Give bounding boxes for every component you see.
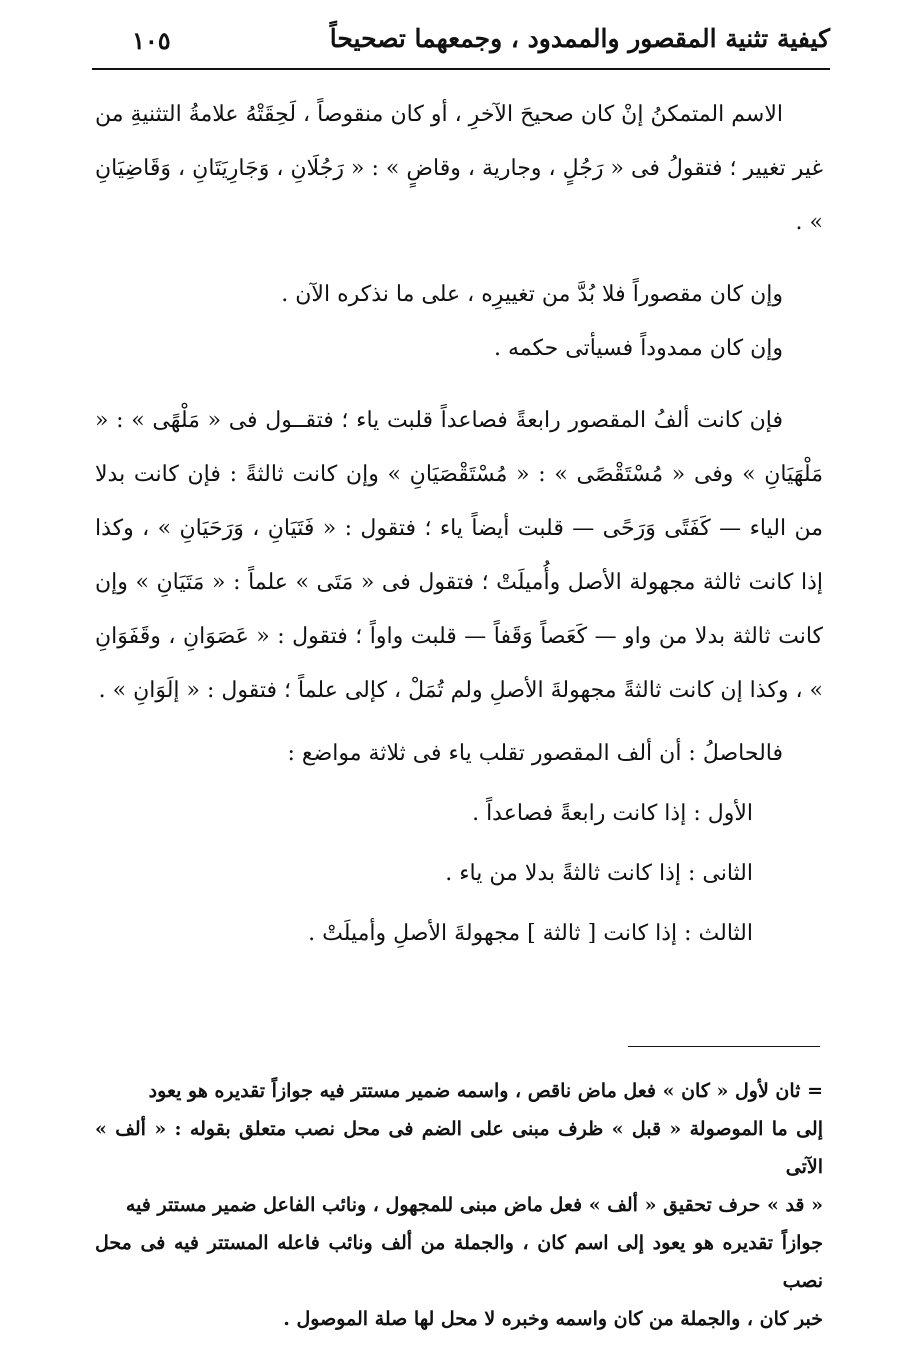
paragraph-maqsur-rules: فإن كانت ألفُ المقصور رابعةً فصاعداً قلبت ياء ؛ فتقــول فى « مَلْهًى » : « مَلْهَيَانِ » وفى « مُسْتَقْصًى » : « مُسْتَقْصَيَانِ » وإن كانت ثالثةً : فإن كانت بدلا من الياء — كَفَتًى وَرَحًى — قلبت أيضاً ياء ؛ فتقول : « فَتَيَانِ ، وَرَحَيَانِ » ، وكذا إذا كانت ثالثة مجهولة الأصل وأُميلَتْ ؛ فتقول فى « مَتَى » علماً : « مَتَيَانِ » وإن كانت ثالثة بدلا من واو — كَعَصاً وَقَفاً — قلبت واواً ؛ فتقول : « عَصَوَانِ ، وقَفَوَانِ » ، وكذا إن كانت ثالثةً مجهولةَ الأصلِ ولم تُمَلْ ، كإلى علماً ؛ فتقول : « إلَوَانِ » .: [95, 408, 823, 703]
page-header: [92, 14, 830, 64]
footnote-line: = ثان لأول « كان » فعل ماض ناقص ، واسمه ضمير مستتر فيه جوازاً تقديره هو يعود: [148, 1080, 823, 1102]
footnote-line: « قد » حرف تحقيق « ألف » فعل ماض مبنى للمجهول ، ونائب الفاعل ضمير مستتر فيه: [125, 1194, 823, 1216]
footnote-line: خبر كان ، والجملة من كان واسمه وخبره لا محل لها صلة الموصول .: [283, 1308, 823, 1330]
footnote-separator: [628, 1046, 820, 1047]
paragraph-dual-sound-and-defective: الاسم المتمكنُ إنْ كان صحيحَ الآخرِ ، أو كان منقوصاً ، لَحِقَتْهُ علامةُ التثنيةِ من غير تغيير ؛ فتقولُ فى « رَجُلٍ ، وجارية ، وقاضٍ » : « رَجُلَانِ ، وَجَارِيَتَانِ ، وَقَاضِيَانِ » .: [95, 102, 823, 235]
footnote: [95, 1072, 823, 1338]
summary-item-second: الثانى : إذا كانت ثالثةً بدلا من ياء .: [445, 861, 753, 886]
page-number: ١٠٥: [132, 26, 171, 55]
header-rule: [92, 68, 830, 70]
running-title: كيفية تثنية المقصور والممدود ، وجمعهما تصحيحاً: [329, 24, 830, 53]
summary-item-first: الأول : إذا كانت رابعةً فصاعداً .: [472, 801, 753, 826]
footnote-line: جوازاً تقديره هو يعود إلى اسم كان ، والجملة من ألف ونائب فاعله المستتر فيه فى محل نصب: [95, 1232, 823, 1292]
main-text: [95, 88, 823, 964]
footnote-line: إلى ما الموصولة « قبل » ظرف مبنى على الضم فى محل نصب متعلق بقوله : « ألف » الآتى: [95, 1118, 823, 1178]
paragraph-maqsur-change: وإن كان مقصوراً فلا بُدَّ من تغييرِه ، على ما نذكره الآن .: [281, 282, 783, 307]
summary-intro: فالحاصلُ : أن ألف المقصور تقلب ياء فى ثلاثة مواضع :: [287, 741, 783, 766]
paragraph-mamdud-note: وإن كان ممدوداً فسيأتى حكمه .: [494, 336, 783, 361]
summary-item-third: الثالث : إذا كانت [ ثالثة ] مجهولةَ الأصلِ وأميلَتْ .: [308, 921, 753, 946]
